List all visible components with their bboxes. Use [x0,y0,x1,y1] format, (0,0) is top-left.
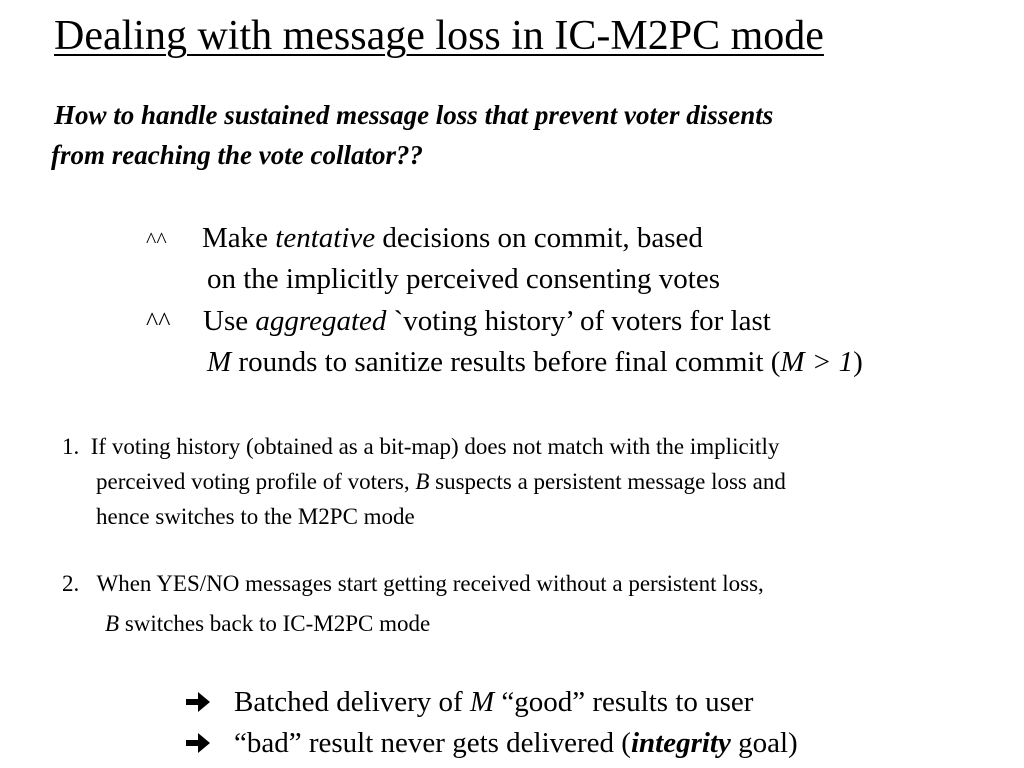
question-line-1: How to handle sustained message loss that prevent voter dissents [54,100,774,130]
numbered-item-1-line-2: perceived voting profile of voters, B suspects a persistent message loss and [96,469,786,494]
conclusion-1: Batched delivery of M “good” results to user [186,686,753,719]
conclusion-2: “bad” result never gets delivered (integrity goal) [186,727,798,760]
bullet-2-line-1: ^^ Use aggregated `voting history’ of voters for last [146,305,771,337]
list-number: 1. [62,434,80,459]
bullet-2-line-2: M rounds to sanitize results before final commit (M > 1) [207,346,863,378]
bullet-1-line-2: on the implicitly perceived consenting votes [207,263,721,295]
list-number: 2. [62,571,80,596]
right-arrow-icon [186,691,210,713]
question-line-2: from reaching the vote collator?? [51,140,423,170]
numbered-item-1-line-3: hence switches to the M2PC mode [96,504,415,529]
caret-marker: ^^ [146,307,171,336]
emphasis-tentative: tentative [275,222,376,254]
emphasis-integrity: integrity [630,727,731,759]
bullet-1-line-1: ^^ Make tentative decisions on commit, based [146,222,703,254]
numbered-item-2-line-1: 2. When YES/NO messages start getting received without a persistent loss, [62,571,764,596]
caret-marker: ^^ [146,227,167,252]
numbered-item-2-line-2: B switches back to IC-M2PC mode [105,611,431,636]
numbered-item-1-line-1: 1. If voting history (obtained as a bit-map) does not match with the implicitly [62,434,780,459]
slide-title: Dealing with message loss in IC-M2PC mode [54,13,824,59]
right-arrow-icon [186,732,210,754]
emphasis-aggregated: aggregated [255,305,387,337]
